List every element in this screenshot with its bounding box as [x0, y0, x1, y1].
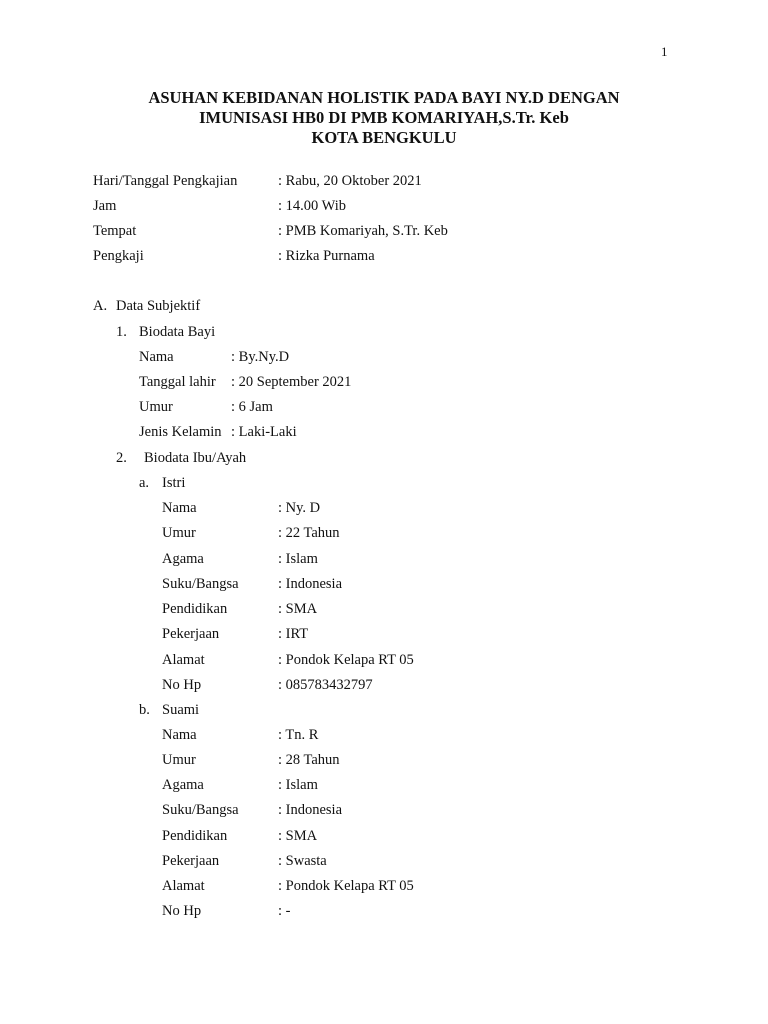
subsection-title: Istri: [162, 475, 186, 491]
field-label: Jenis Kelamin: [139, 424, 222, 440]
field-value: : -: [278, 903, 291, 919]
field-value: : SMA: [278, 601, 318, 617]
title-line-2: IMUNISASI HB0 DI PMB KOMARIYAH,S.Tr. Keb: [199, 108, 569, 127]
info-value: : Rabu, 20 Oktober 2021: [278, 173, 422, 189]
field-label: Alamat: [162, 652, 205, 668]
field-label: Umur: [162, 525, 196, 541]
field-label: Suku/Bangsa: [162, 576, 239, 592]
field-label: Agama: [162, 777, 204, 793]
field-label: Tanggal lahir: [139, 374, 216, 390]
list-marker: 2.: [116, 450, 127, 466]
info-label: Tempat: [93, 223, 137, 239]
field-label: No Hp: [162, 677, 202, 693]
field-label: Pendidikan: [162, 601, 228, 617]
field-value: : Islam: [278, 777, 318, 793]
field-value: : Pondok Kelapa RT 05: [278, 652, 414, 668]
field-label: Agama: [162, 551, 204, 567]
list-marker: 1.: [116, 324, 127, 340]
field-value: : Laki-Laki: [231, 424, 297, 440]
field-value: : Swasta: [278, 853, 327, 869]
list-marker: A.: [93, 298, 108, 314]
field-value: : 22 Tahun: [278, 525, 340, 541]
field-value: : 085783432797: [278, 677, 373, 693]
title-line-1: ASUHAN KEBIDANAN HOLISTIK PADA BAYI NY.D DENGAN: [148, 88, 620, 107]
field-value: : 20 September 2021: [231, 374, 352, 390]
field-value: : Islam: [278, 551, 318, 567]
field-label: Umur: [139, 399, 173, 415]
field-value: : Ny. D: [278, 500, 321, 516]
list-marker: a.: [139, 475, 150, 491]
info-value: : PMB Komariyah, S.Tr. Keb: [278, 223, 448, 239]
info-value: : 14.00 Wib: [278, 198, 347, 214]
section-title: Data Subjektif: [116, 298, 201, 314]
title-line-3: KOTA BENGKULU: [311, 128, 457, 147]
field-value: : 6 Jam: [231, 399, 273, 415]
field-label: Nama: [162, 727, 197, 743]
info-label: Jam: [93, 198, 117, 214]
field-value: : Pondok Kelapa RT 05: [278, 878, 414, 894]
info-label: Pengkaji: [93, 248, 144, 264]
info-value: : Rizka Purnama: [278, 248, 375, 264]
field-label: Pendidikan: [162, 828, 228, 844]
document-title: [0, 88, 768, 148]
field-value: : 28 Tahun: [278, 752, 340, 768]
page-number: 1: [661, 44, 668, 59]
field-value: : Tn. R: [278, 727, 319, 743]
field-label: No Hp: [162, 903, 202, 919]
subsection-title: Biodata Ibu/Ayah: [144, 450, 247, 466]
field-label: Pekerjaan: [162, 853, 220, 869]
field-value: : By.Ny.D: [231, 349, 290, 365]
field-value: : IRT: [278, 626, 309, 642]
field-label: Pekerjaan: [162, 626, 220, 642]
list-marker: b.: [139, 702, 150, 718]
subsection-title: Biodata Bayi: [139, 324, 216, 340]
field-label: Suku/Bangsa: [162, 802, 239, 818]
field-value: : Indonesia: [278, 802, 343, 818]
field-label: Umur: [162, 752, 196, 768]
field-label: Nama: [162, 500, 197, 516]
field-label: Nama: [139, 349, 174, 365]
field-value: : Indonesia: [278, 576, 343, 592]
field-label: Alamat: [162, 878, 205, 894]
info-label: Hari/Tanggal Pengkajian: [93, 173, 238, 189]
subsection-title: Suami: [162, 702, 200, 718]
field-value: : SMA: [278, 828, 318, 844]
